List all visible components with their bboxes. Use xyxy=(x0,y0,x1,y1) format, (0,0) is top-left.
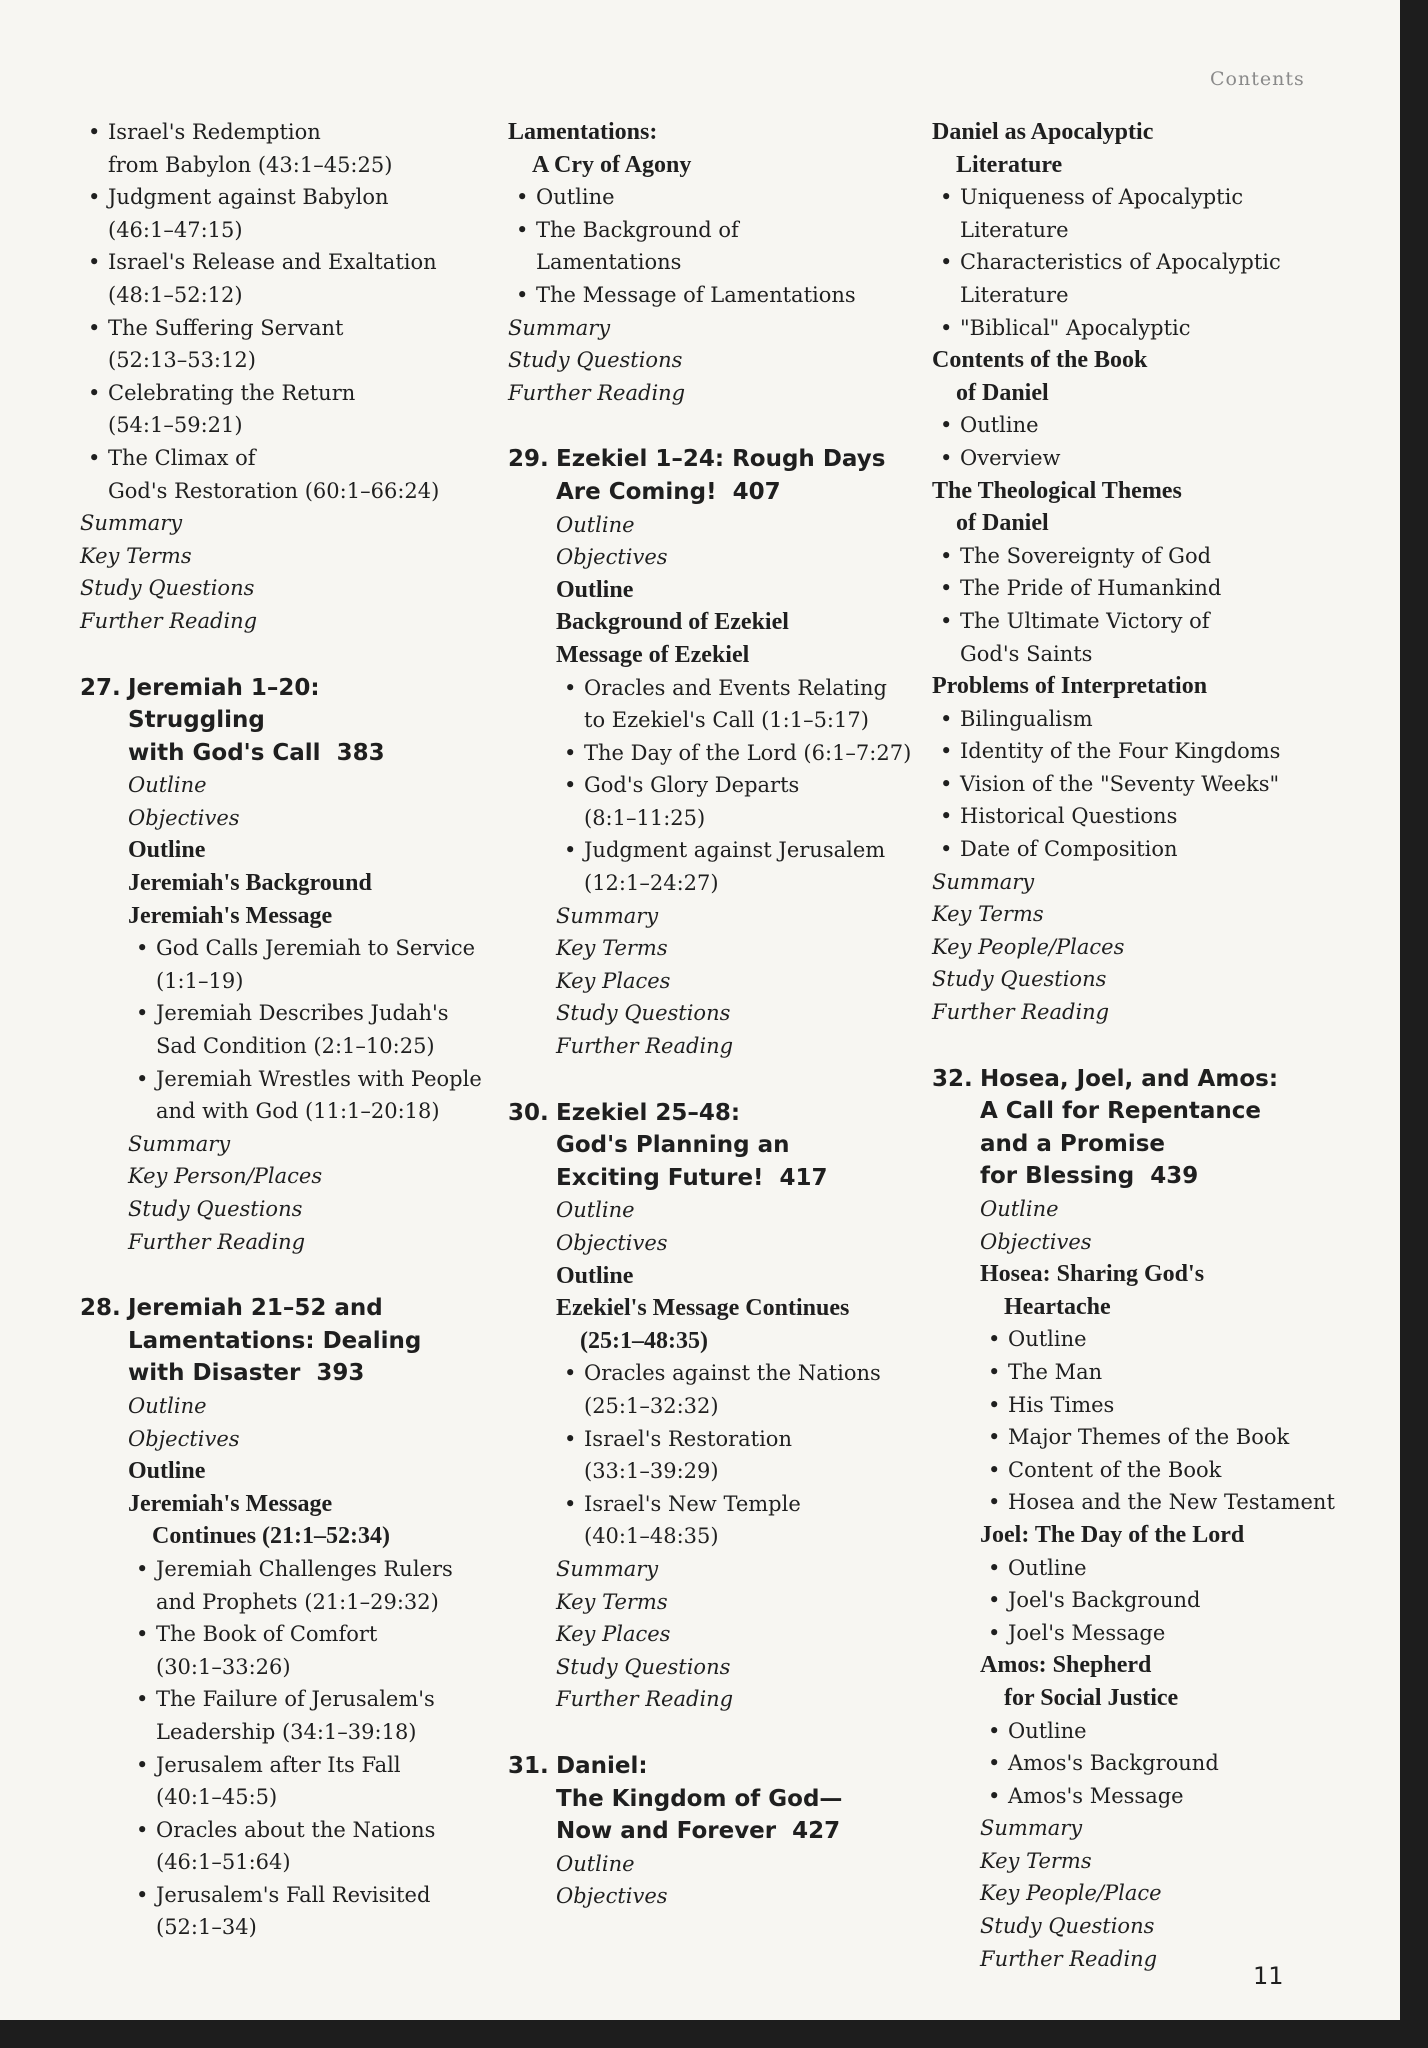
page-number: 11 xyxy=(1253,1962,1284,1990)
toc-section-heading: Jeremiah's Background xyxy=(128,870,372,897)
toc-bullet-entry: • Oracles about the Nations xyxy=(128,1814,520,1847)
chapter-title-line xyxy=(556,1162,948,1195)
toc-bullet-entry: • The Day of the Lord (6:1–7:27) xyxy=(556,737,948,770)
chapter-title-line xyxy=(980,1160,1372,1193)
chapter-number: 28. xyxy=(80,1295,121,1322)
toc-feature-entry: Further Reading xyxy=(556,1034,734,1059)
toc-entry-continuation: (25:1–32:32) xyxy=(584,1393,719,1418)
toc-entry-continuation: Sad Condition (2:1–10:25) xyxy=(156,1034,435,1059)
toc-section-heading: Joel: The Day of the Lord xyxy=(980,1521,1245,1548)
toc-bullet-entry: • Joel's Message xyxy=(980,1617,1372,1650)
toc-bullet-entry: • Major Themes of the Book xyxy=(980,1421,1372,1454)
chapter-number: 29. xyxy=(508,446,549,473)
toc-bullet-entry: • Joel's Background xyxy=(980,1584,1372,1617)
chapter-title-text: Are Coming! xyxy=(556,478,717,505)
toc-feature-entry: Summary xyxy=(508,315,611,340)
toc-section-heading: Hosea: Sharing God's xyxy=(980,1261,1205,1288)
chapter-title-line xyxy=(128,1357,520,1390)
toc-feature-entry: Key Terms xyxy=(556,1589,668,1614)
toc-bullet-entry: • Outline xyxy=(980,1323,1372,1356)
toc-bullet-entry: • The Background of xyxy=(508,214,948,247)
toc-feature-entry: Further Reading xyxy=(508,380,686,405)
chapter-entries xyxy=(980,1193,1372,1975)
toc-entry-continuation: (54:1–59:21) xyxy=(108,413,243,438)
toc-entry-continuation: (1:1–19) xyxy=(156,968,244,993)
toc-entry-continuation: and Prophets (21:1–29:32) xyxy=(156,1589,439,1614)
chapter-title-text: with God's Call xyxy=(128,739,321,766)
chapter-entries xyxy=(128,1390,520,1944)
toc-entry-continuation: (33:1–39:29) xyxy=(584,1459,719,1484)
chapter-block xyxy=(932,1063,1372,1976)
chapter-title-line xyxy=(556,1783,948,1816)
chapter-title-line xyxy=(128,704,520,737)
toc-entry-continuation: (8:1–11:25) xyxy=(584,805,706,830)
toc-bullet-entry: • Jeremiah Challenges Rulers xyxy=(128,1553,520,1586)
toc-bullet-entry: • Outline xyxy=(980,1715,1372,1748)
toc-entry-continuation: from Babylon (43:1–45:25) xyxy=(108,152,393,177)
toc-bullet-entry: • Overview xyxy=(932,442,1372,475)
toc-bullet-entry: • The Sovereignty of God xyxy=(932,540,1372,573)
chapter-title-text: Hosea, Joel, and Amos: xyxy=(980,1065,1279,1092)
toc-section-heading: Outline xyxy=(556,1262,634,1289)
toc-feature-entry: Study Questions xyxy=(980,1914,1155,1939)
toc-entry-continuation: (40:1–48:35) xyxy=(584,1524,719,1549)
toc-feature-entry: Summary xyxy=(80,511,183,536)
toc-section-heading: Outline xyxy=(128,1458,206,1485)
toc-feature-entry: Summary xyxy=(128,1131,231,1156)
toc-entry-continuation: Literature xyxy=(960,282,1069,307)
toc-feature-entry: Study Questions xyxy=(80,576,255,601)
toc-bullet-entry: • Amos's Message xyxy=(980,1780,1372,1813)
chapter-title-line xyxy=(508,1750,948,1783)
toc-entry-continuation: Literature xyxy=(960,217,1069,242)
toc-feature-entry: Outline xyxy=(128,773,207,798)
toc-section-heading: The Theological Themes xyxy=(932,477,1182,504)
lamentations-list xyxy=(508,116,948,409)
toc-entry-continuation: (12:1–24:27) xyxy=(584,871,719,896)
toc-bullet-entry: • The Book of Comfort xyxy=(128,1618,520,1651)
toc-entry-continuation: to Ezekiel's Call (1:1–5:17) xyxy=(584,708,869,733)
toc-bullet-entry: • "Biblical" Apocalyptic xyxy=(932,312,1372,345)
toc-bullet-entry: • The Message of Lamentations xyxy=(508,279,948,312)
toc-section-heading: Outline xyxy=(556,576,634,603)
toc-entry-continuation: and with God (11:1–20:18) xyxy=(156,1099,440,1124)
toc-bullet-entry: • Hosea and the New Testament xyxy=(980,1486,1372,1519)
toc-feature-entry: Further Reading xyxy=(128,1229,306,1254)
toc-feature-entry: Objectives xyxy=(128,1426,240,1451)
toc-feature-entry: Study Questions xyxy=(556,1654,731,1679)
chapter-number: 31. xyxy=(508,1752,549,1779)
toc-bullet-entry: • Jerusalem after Its Fall xyxy=(128,1749,520,1782)
toc-entry-continuation: (30:1–33:26) xyxy=(156,1654,291,1679)
chapter-page-number: 417 xyxy=(779,1164,828,1191)
toc-bullet-entry: • Judgment against Babylon xyxy=(80,181,520,214)
toc-feature-entry: Objectives xyxy=(556,1231,668,1255)
toc-section-heading-continuation: for Social Justice xyxy=(1004,1684,1179,1711)
toc-bullet-entry: • The Failure of Jerusalem's xyxy=(128,1683,520,1716)
chapter-page-number: 407 xyxy=(732,478,781,505)
toc-entry-continuation: (52:13–53:12) xyxy=(108,348,256,373)
toc-bullet-entry: • Israel's Redemption xyxy=(80,116,520,149)
chapter-title-text: Jeremiah 21–52 and xyxy=(128,1295,383,1322)
toc-section-heading: Ezekiel's Message Continues xyxy=(556,1295,850,1322)
toc-entry-continuation: (46:1–51:64) xyxy=(156,1850,291,1875)
toc-feature-entry: Further Reading xyxy=(80,608,258,633)
chapter-title-line xyxy=(128,737,520,770)
chapter-block xyxy=(508,1750,948,1913)
toc-feature-entry: Key Terms xyxy=(556,936,668,961)
toc-section-heading-continuation: of Daniel xyxy=(956,379,1049,406)
chapter-30 xyxy=(508,1097,948,1716)
toc-feature-entry: Key People/Places xyxy=(932,934,1125,959)
toc-bullet-entry: • The Climax of xyxy=(80,442,520,475)
chapter-title-text: Daniel: xyxy=(556,1752,648,1779)
chapter-title-text: Struggling xyxy=(128,707,265,734)
chapter-title-text: A Call for Repentance xyxy=(980,1098,1262,1125)
toc-entry-continuation: (46:1–47:15) xyxy=(108,217,243,242)
toc-feature-entry: Key Places xyxy=(556,1622,671,1647)
chapter-title-line xyxy=(980,1095,1372,1128)
chapter-title-text: Exciting Future! xyxy=(556,1164,764,1191)
toc-section-heading: Problems of Interpretation xyxy=(932,673,1208,700)
daniel-continued-list xyxy=(932,116,1372,1029)
toc-feature-entry: Outline xyxy=(128,1393,207,1418)
toc-bullet-entry: • His Times xyxy=(980,1389,1372,1422)
chapter-title-text: and a Promise xyxy=(980,1130,1166,1157)
toc-entry-continuation: God's Saints xyxy=(960,641,1093,666)
toc-bullet-entry: • Israel's New Temple xyxy=(556,1488,948,1521)
toc-column-2 xyxy=(508,116,948,1913)
toc-feature-entry: Objectives xyxy=(128,805,240,830)
toc-section-heading-continuation: (25:1–48:35) xyxy=(580,1327,708,1354)
chapter-title-text: Ezekiel 25–48: xyxy=(556,1099,741,1126)
toc-section-heading: Lamentations: xyxy=(508,119,658,145)
isaiah-continued-list xyxy=(80,116,520,638)
toc-bullet-entry: • Date of Composition xyxy=(932,833,1372,866)
chapter-title-line xyxy=(128,1325,520,1358)
chapter-entries xyxy=(556,1194,948,1716)
toc-feature-entry: Summary xyxy=(556,903,659,928)
chapter-page-number: 393 xyxy=(316,1360,365,1387)
toc-section-heading: Background of Ezekiel xyxy=(556,609,789,636)
toc-entry-continuation: (52:1–34) xyxy=(156,1915,257,1940)
toc-bullet-entry: • Israel's Restoration xyxy=(556,1423,948,1456)
toc-bullet-entry: • God Calls Jeremiah to Service xyxy=(128,932,520,965)
toc-section-heading-continuation: Heartache xyxy=(1004,1293,1111,1320)
toc-bullet-entry: • Amos's Background xyxy=(980,1747,1372,1780)
chapter-entries xyxy=(556,509,948,1063)
toc-section-heading: Outline xyxy=(128,837,206,864)
toc-bullet-entry: • Jerusalem's Fall Revisited xyxy=(128,1879,520,1912)
chapter-29 xyxy=(508,443,948,1062)
toc-section-heading-continuation: Continues (21:1–52:34) xyxy=(152,1523,390,1550)
toc-feature-entry: Summary xyxy=(932,869,1035,894)
chapter-title-line xyxy=(80,1292,520,1325)
chapter-title-text: God's Planning an xyxy=(556,1132,790,1159)
toc-bullet-entry: • Oracles against the Nations xyxy=(556,1357,948,1390)
chapter-title-text: Now and Forever xyxy=(556,1818,777,1845)
chapter-block xyxy=(508,443,948,1062)
toc-feature-entry: Objectives xyxy=(556,545,668,570)
chapter-title-line xyxy=(80,672,520,705)
toc-bullet-entry: • Uniqueness of Apocalyptic xyxy=(932,181,1372,214)
toc-feature-entry: Objectives xyxy=(980,1229,1092,1254)
toc-section-heading: Jeremiah's Message xyxy=(128,1490,333,1517)
chapter-27 xyxy=(80,672,520,1259)
toc-feature-entry: Study Questions xyxy=(932,967,1107,992)
toc-entry-continuation: Lamentations xyxy=(536,250,682,275)
toc-entry-continuation: (48:1–52:12) xyxy=(108,282,243,307)
toc-bullet-entry: • Historical Questions xyxy=(932,800,1372,833)
toc-bullet-entry: • Judgment against Jerusalem xyxy=(556,834,948,867)
toc-feature-entry: Outline xyxy=(556,512,635,537)
toc-bullet-entry: • The Pride of Humankind xyxy=(932,572,1372,605)
chapter-number: 30. xyxy=(508,1099,549,1126)
toc-section-heading: Jeremiah's Message xyxy=(128,902,333,929)
chapter-entries xyxy=(128,769,520,1258)
chapter-title-line xyxy=(508,443,948,476)
toc-entry-continuation: Leadership (34:1–39:18) xyxy=(156,1719,417,1744)
toc-entry-continuation: (40:1–45:5) xyxy=(156,1785,278,1810)
toc-feature-entry: Key Places xyxy=(556,968,671,993)
toc-section-heading: Message of Ezekiel xyxy=(556,641,750,668)
toc-feature-entry: Key People/Place xyxy=(980,1881,1162,1906)
toc-feature-entry: Key Terms xyxy=(80,543,192,568)
chapter-page-number: 383 xyxy=(336,739,385,766)
toc-column-1 xyxy=(80,116,520,1944)
running-head: Contents xyxy=(1210,68,1305,90)
chapter-32 xyxy=(932,1063,1372,1976)
toc-section-heading-continuation: A Cry of Agony xyxy=(532,151,692,178)
chapter-title-text: Ezekiel 1–24: Rough Days xyxy=(556,446,886,473)
toc-bullet-entry: • Bilingualism xyxy=(932,703,1372,736)
toc-feature-entry: Objectives xyxy=(556,1884,668,1909)
toc-section-heading: Contents of the Book xyxy=(932,347,1148,374)
chapter-31 xyxy=(508,1750,948,1913)
toc-feature-entry: Summary xyxy=(556,1556,659,1581)
toc-feature-entry: Study Questions xyxy=(128,1197,303,1221)
toc-bullet-entry: • The Ultimate Victory of xyxy=(932,605,1372,638)
toc-feature-entry: Study Questions xyxy=(508,348,683,373)
toc-bullet-entry: • Oracles and Events Relating xyxy=(556,672,948,705)
toc-feature-entry: Further Reading xyxy=(932,1000,1110,1025)
scan-edge-bottom xyxy=(0,2020,1428,2048)
toc-bullet-entry: • Outline xyxy=(980,1552,1372,1585)
toc-feature-entry: Outline xyxy=(556,1198,635,1223)
toc-section-heading-continuation: Literature xyxy=(956,151,1063,178)
chapter-title-text: The Kingdom of God— xyxy=(556,1785,843,1812)
toc-section-heading-continuation: of Daniel xyxy=(956,510,1049,537)
toc-bullet-entry: • God's Glory Departs xyxy=(556,769,948,802)
chapter-title-line xyxy=(980,1128,1372,1161)
toc-bullet-entry: • Outline xyxy=(932,409,1372,442)
toc-feature-entry: Further Reading xyxy=(556,1687,734,1712)
chapter-title-line xyxy=(556,476,948,509)
chapter-title-text: Lamentations: Dealing xyxy=(128,1327,422,1354)
toc-feature-entry: Key Terms xyxy=(932,902,1044,927)
toc-section-heading: Daniel as Apocalyptic xyxy=(932,119,1154,145)
toc-bullet-entry: • The Suffering Servant xyxy=(80,312,520,345)
toc-feature-entry: Outline xyxy=(556,1851,635,1876)
chapter-title-text: for Blessing xyxy=(980,1163,1135,1190)
toc-feature-entry: Outline xyxy=(980,1197,1059,1221)
chapter-number: 32. xyxy=(932,1065,973,1092)
toc-section-heading: Amos: Shepherd xyxy=(980,1652,1152,1679)
chapter-title-line xyxy=(932,1063,1372,1096)
chapter-page-number: 427 xyxy=(792,1818,841,1845)
chapter-title-text: Jeremiah 1–20: xyxy=(128,674,320,701)
toc-bullet-entry: • Content of the Book xyxy=(980,1454,1372,1487)
toc-bullet-entry: • Israel's Release and Exaltation xyxy=(80,246,520,279)
toc-feature-entry: Key Terms xyxy=(980,1848,1092,1873)
chapter-block xyxy=(80,672,520,1259)
toc-bullet-entry: • Celebrating the Return xyxy=(80,377,520,410)
toc-bullet-entry: • Characteristics of Apocalyptic xyxy=(932,246,1372,279)
chapter-title-line xyxy=(556,1815,948,1848)
chapter-block xyxy=(508,1097,948,1716)
toc-feature-entry: Summary xyxy=(980,1816,1083,1841)
toc-bullet-entry: • Outline xyxy=(508,181,948,214)
toc-bullet-entry: • Jeremiah Wrestles with People xyxy=(128,1063,520,1096)
toc-bullet-entry: • The Man xyxy=(980,1356,1372,1389)
chapter-title-text: with Disaster xyxy=(128,1360,301,1387)
toc-feature-entry: Further Reading xyxy=(980,1946,1158,1971)
toc-column-3 xyxy=(932,116,1372,1975)
chapter-entries xyxy=(556,1848,948,1913)
chapter-number: 27. xyxy=(80,674,121,701)
scan-edge-right xyxy=(1400,0,1428,2048)
chapter-28 xyxy=(80,1292,520,1944)
toc-feature-entry: Key Person/Places xyxy=(128,1164,323,1189)
chapter-page-number: 439 xyxy=(1150,1163,1199,1190)
toc-feature-entry: Study Questions xyxy=(556,1001,731,1026)
chapter-block xyxy=(80,1292,520,1944)
chapter-title-line xyxy=(556,1129,948,1162)
chapter-title-line xyxy=(508,1097,948,1130)
toc-entry-continuation: God's Restoration (60:1–66:24) xyxy=(108,478,440,503)
toc-bullet-entry: • Vision of the "Seventy Weeks" xyxy=(932,768,1372,801)
toc-bullet-entry: • Jeremiah Describes Judah's xyxy=(128,997,520,1030)
toc-bullet-entry: • Identity of the Four Kingdoms xyxy=(932,735,1372,768)
